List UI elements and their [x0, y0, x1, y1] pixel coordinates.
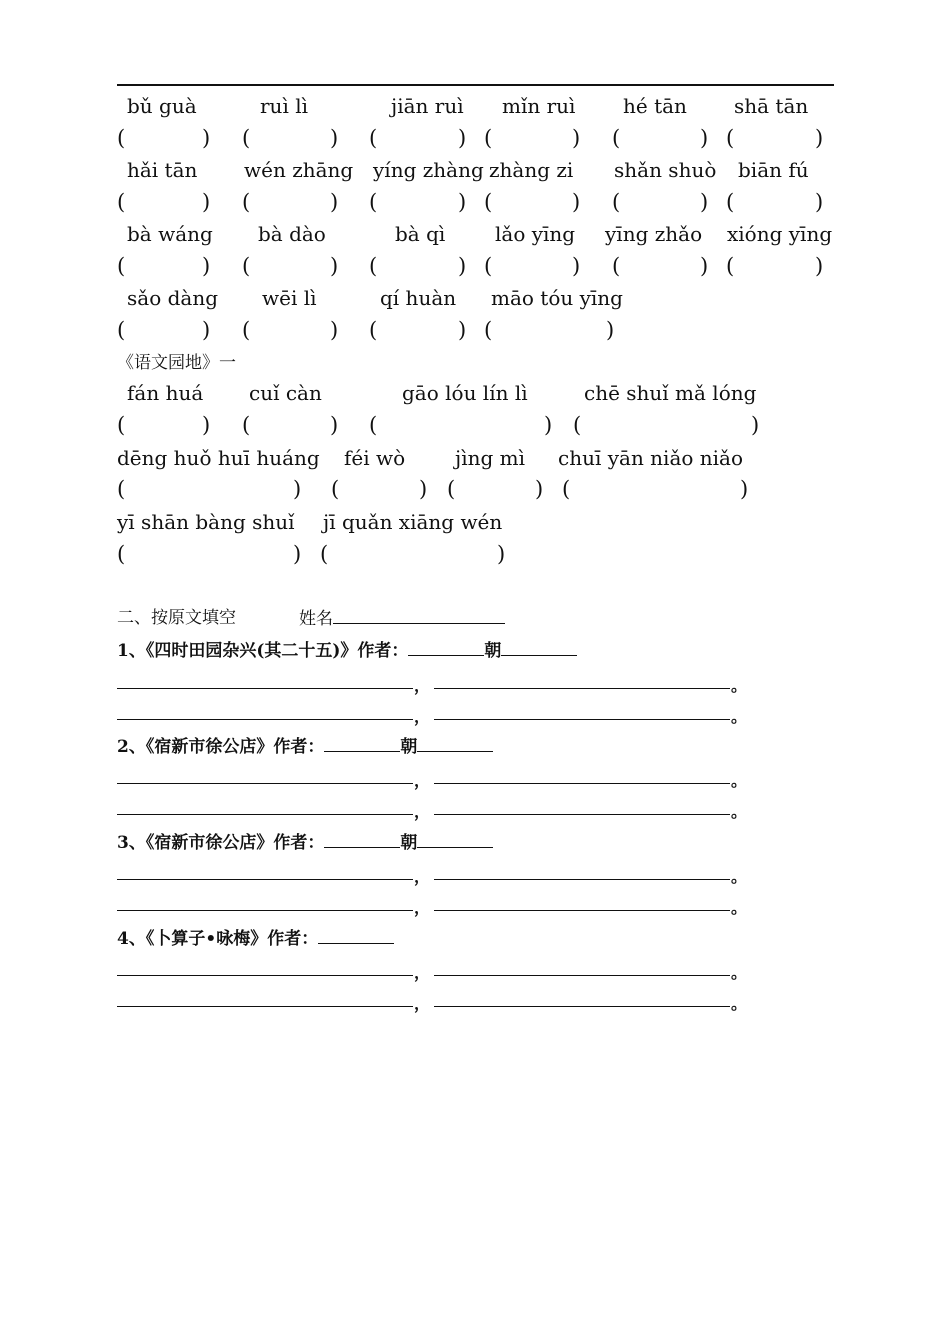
question-3-title	[117, 831, 493, 854]
answer-line[interactable]	[434, 783, 730, 784]
close-paren: )	[293, 542, 302, 566]
pinyin-item: chuī yān niǎo niǎo	[558, 446, 744, 470]
pinyin-item: féi wò	[344, 446, 406, 470]
answer-slot[interactable]	[330, 542, 495, 566]
open-paren: (	[369, 413, 378, 437]
close-paren: )	[202, 413, 211, 437]
open-paren: (	[117, 254, 126, 278]
answer-line[interactable]	[434, 975, 730, 976]
answer-line[interactable]	[117, 1006, 413, 1007]
answer-slot[interactable]	[127, 413, 200, 437]
answer-line[interactable]	[434, 688, 730, 689]
question-1-label: 1、《四时田园杂兴(其二十五)》作者：	[117, 641, 409, 661]
close-paren: )	[815, 190, 824, 214]
open-paren: (	[726, 190, 735, 214]
answer-slot[interactable]	[622, 126, 698, 150]
comma-mark: ，	[414, 771, 431, 790]
close-paren: )	[700, 126, 709, 150]
answer-line[interactable]	[117, 879, 413, 880]
close-paren: )	[572, 254, 581, 278]
pinyin-item: jī quǎn xiāng wén	[323, 510, 503, 534]
answer-slot[interactable]	[379, 318, 456, 342]
pinyin-item: zhàng zi	[489, 158, 574, 182]
open-paren: (	[369, 318, 378, 342]
comma-mark: ，	[414, 867, 431, 886]
period-mark: 。	[731, 867, 748, 886]
pinyin-item: hǎi tān	[127, 158, 198, 182]
pinyin-item: jìng mì	[455, 446, 525, 470]
open-paren: (	[331, 477, 340, 501]
answer-slot[interactable]	[127, 126, 200, 150]
open-paren: (	[369, 254, 378, 278]
garden-title: 《语文园地》一	[117, 353, 236, 373]
answer-line[interactable]	[434, 814, 730, 815]
close-paren: )	[606, 318, 615, 342]
pinyin-item: bà dào	[258, 222, 326, 246]
period-mark: 。	[731, 707, 748, 726]
answer-slot[interactable]	[252, 318, 328, 342]
answer-slot[interactable]	[127, 254, 200, 278]
answer-slot[interactable]	[127, 477, 291, 501]
open-paren: (	[242, 190, 251, 214]
pinyin-item: qí huàn	[380, 286, 457, 310]
open-paren: (	[612, 190, 621, 214]
comma-mark: ，	[414, 707, 431, 726]
answer-line[interactable]	[434, 1006, 730, 1007]
question-4-title	[117, 927, 394, 950]
pinyin-item: wēi lì	[262, 286, 317, 310]
open-paren: (	[242, 413, 251, 437]
dynasty-blank[interactable]	[417, 831, 493, 848]
open-paren: (	[612, 126, 621, 150]
open-paren: (	[484, 318, 493, 342]
close-paren: )	[458, 126, 467, 150]
close-paren: )	[202, 318, 211, 342]
pinyin-item: gāo lóu lín lì	[402, 381, 528, 405]
period-mark: 。	[731, 802, 748, 821]
open-paren: (	[320, 542, 329, 566]
close-paren: )	[497, 542, 506, 566]
close-paren: )	[535, 477, 544, 501]
answer-slot[interactable]	[736, 254, 813, 278]
close-paren: )	[572, 126, 581, 150]
close-paren: )	[458, 318, 467, 342]
pinyin-item: shǎn shuò	[614, 158, 717, 182]
pinyin-item: bǔ guà	[127, 94, 197, 118]
close-paren: )	[544, 413, 553, 437]
section2-heading: 二、按原文填空	[117, 608, 236, 628]
answer-slot[interactable]	[252, 413, 328, 437]
question-2-title	[117, 735, 493, 758]
answer-slot[interactable]	[252, 190, 328, 214]
close-paren: )	[202, 126, 211, 150]
answer-slot[interactable]	[583, 413, 749, 437]
open-paren: (	[573, 413, 582, 437]
answer-slot[interactable]	[379, 254, 456, 278]
comma-mark: ，	[414, 994, 431, 1013]
answer-line[interactable]	[117, 719, 413, 720]
pinyin-item: bà wáng	[127, 222, 213, 246]
close-paren: )	[330, 413, 339, 437]
open-paren: (	[369, 126, 378, 150]
open-paren: (	[117, 318, 126, 342]
name-field[interactable]	[299, 607, 505, 630]
pinyin-item: bà qì	[395, 222, 446, 246]
author-blank[interactable]	[324, 735, 400, 752]
open-paren: (	[242, 318, 251, 342]
close-paren: )	[202, 254, 211, 278]
close-paren: )	[740, 477, 749, 501]
answer-slot[interactable]	[127, 318, 200, 342]
period-mark: 。	[731, 771, 748, 790]
close-paren: )	[458, 190, 467, 214]
answer-slot[interactable]	[379, 190, 456, 214]
author-blank[interactable]	[318, 927, 394, 944]
pinyin-item: sǎo dàng	[127, 286, 218, 310]
answer-line[interactable]	[117, 688, 413, 689]
comma-mark: ，	[414, 963, 431, 982]
pinyin-item: mǐn ruì	[502, 94, 576, 118]
answer-line[interactable]	[434, 910, 730, 911]
open-paren: (	[562, 477, 571, 501]
close-paren: )	[815, 126, 824, 150]
open-paren: (	[242, 254, 251, 278]
answer-line[interactable]	[434, 719, 730, 720]
pinyin-item: yíng zhàng	[373, 158, 484, 182]
close-paren: )	[751, 413, 760, 437]
close-paren: )	[330, 254, 339, 278]
open-paren: (	[726, 254, 735, 278]
answer-slot[interactable]	[494, 190, 570, 214]
dynasty-label: 朝	[484, 641, 502, 661]
dynasty-label: 朝	[400, 737, 418, 757]
answer-slot[interactable]	[622, 254, 698, 278]
close-paren: )	[330, 126, 339, 150]
answer-slot[interactable]	[622, 190, 698, 214]
answer-slot[interactable]	[736, 190, 813, 214]
answer-slot[interactable]	[572, 477, 738, 501]
answer-line[interactable]	[117, 975, 413, 976]
top-rule	[117, 84, 834, 86]
answer-slot[interactable]	[252, 254, 328, 278]
close-paren: )	[202, 190, 211, 214]
open-paren: (	[484, 254, 493, 278]
name-label: 姓名	[299, 609, 333, 629]
pinyin-item: hé tān	[623, 94, 687, 118]
pinyin-item: fán huá	[127, 381, 204, 405]
pinyin-item: ruì lì	[260, 94, 308, 118]
pinyin-item: jiān ruì	[391, 94, 464, 118]
dynasty-blank[interactable]	[501, 639, 577, 656]
answer-line[interactable]	[117, 814, 413, 815]
answer-line[interactable]	[117, 910, 413, 911]
author-blank[interactable]	[408, 639, 484, 656]
question-4-label: 4、《卜算子•咏梅》作者：	[117, 929, 319, 949]
author-blank[interactable]	[324, 831, 400, 848]
answer-slot[interactable]	[379, 413, 542, 437]
pinyin-item: chē shuǐ mǎ lóng	[584, 381, 757, 405]
pinyin-item: lǎo yīng	[495, 222, 576, 246]
answer-line[interactable]	[117, 783, 413, 784]
dynasty-blank[interactable]	[417, 735, 493, 752]
close-paren: )	[330, 318, 339, 342]
answer-slot[interactable]	[379, 126, 456, 150]
pinyin-item: wén zhāng	[244, 158, 354, 182]
answer-slot[interactable]	[494, 254, 570, 278]
answer-slot[interactable]	[252, 126, 328, 150]
comma-mark: ，	[414, 676, 431, 695]
period-mark: 。	[731, 963, 748, 982]
answer-line[interactable]	[434, 879, 730, 880]
question-3-label: 3、《宿新市徐公店》作者：	[117, 833, 325, 853]
pinyin-item: dēng huǒ huī huáng	[117, 446, 320, 470]
answer-slot[interactable]	[341, 477, 417, 501]
open-paren: (	[612, 254, 621, 278]
pinyin-item: biān fú	[738, 158, 809, 182]
comma-mark: ，	[414, 898, 431, 917]
pinyin-item: māo tóu yīng	[491, 286, 623, 310]
open-paren: (	[117, 413, 126, 437]
open-paren: (	[484, 190, 493, 214]
open-paren: (	[117, 477, 126, 501]
close-paren: )	[293, 477, 302, 501]
pinyin-item: cuǐ càn	[249, 381, 322, 405]
answer-slot[interactable]	[457, 477, 533, 501]
answer-slot[interactable]	[127, 190, 200, 214]
pinyin-item: yī shān bàng shuǐ	[117, 510, 295, 534]
open-paren: (	[117, 126, 126, 150]
close-paren: )	[458, 254, 467, 278]
close-paren: )	[700, 190, 709, 214]
period-mark: 。	[731, 994, 748, 1013]
question-1-title	[117, 639, 577, 662]
pinyin-item: yīng zhǎo	[605, 222, 703, 246]
comma-mark: ，	[414, 802, 431, 821]
answer-slot[interactable]	[494, 126, 570, 150]
question-2-label: 2、《宿新市徐公店》作者：	[117, 737, 325, 757]
answer-slot[interactable]	[127, 542, 291, 566]
dynasty-label: 朝	[400, 833, 418, 853]
close-paren: )	[419, 477, 428, 501]
pinyin-item: xióng yīng	[727, 222, 833, 246]
close-paren: )	[700, 254, 709, 278]
open-paren: (	[242, 126, 251, 150]
open-paren: (	[117, 542, 126, 566]
open-paren: (	[726, 126, 735, 150]
open-paren: (	[369, 190, 378, 214]
close-paren: )	[330, 190, 339, 214]
period-mark: 。	[731, 676, 748, 695]
answer-slot[interactable]	[736, 126, 813, 150]
pinyin-item: shā tān	[734, 94, 809, 118]
open-paren: (	[117, 190, 126, 214]
name-blank[interactable]	[333, 607, 505, 624]
close-paren: )	[572, 190, 581, 214]
open-paren: (	[447, 477, 456, 501]
open-paren: (	[484, 126, 493, 150]
answer-slot[interactable]	[494, 318, 604, 342]
period-mark: 。	[731, 898, 748, 917]
close-paren: )	[815, 254, 824, 278]
